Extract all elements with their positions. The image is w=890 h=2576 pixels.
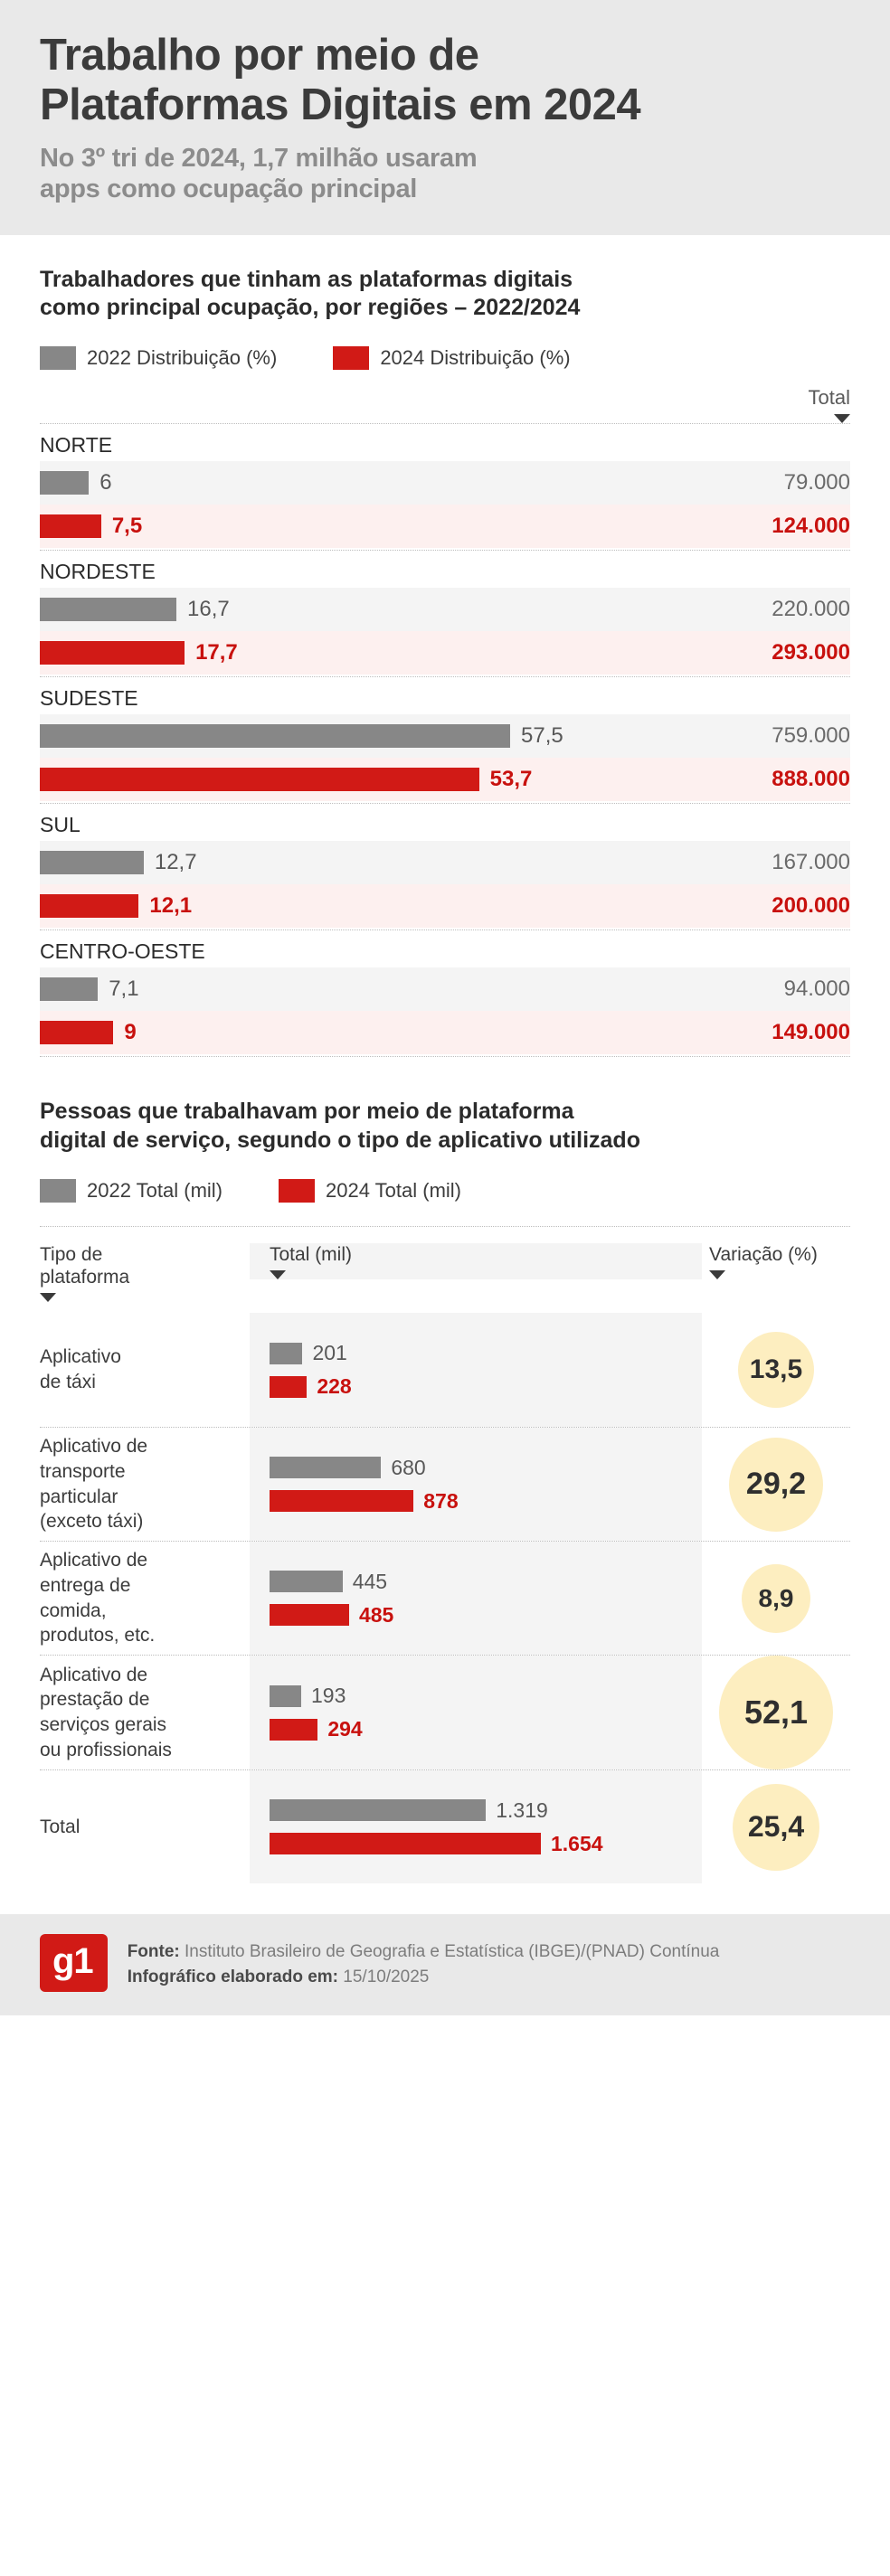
cell-totals-bars	[250, 1656, 702, 1769]
table-header-type	[40, 1243, 250, 1302]
legend-item-2024	[333, 346, 570, 370]
cell-totals-bars	[250, 1770, 702, 1883]
chevron-down-icon	[270, 1270, 286, 1279]
apptypes-rows	[40, 1313, 850, 1883]
cell-totals-bars	[250, 1542, 702, 1655]
platform-type-line: prestação de	[40, 1689, 150, 1711]
bar-value-label: 9	[124, 1019, 137, 1044]
bar-value-label: 53,7	[489, 766, 533, 791]
bar-value-label: 6	[99, 469, 112, 495]
section-apptypes-title	[40, 1057, 850, 1156]
cell-platform-type	[40, 1428, 250, 1541]
mini-bar-row	[270, 1456, 702, 1480]
g1-logo: g1	[40, 1934, 108, 1992]
footer-credit-value: 15/10/2025	[343, 1967, 430, 1986]
mini-bar-row	[270, 1341, 702, 1365]
page-title-line2: Plataformas Digitais em 2024	[40, 80, 641, 129]
footer	[0, 1914, 890, 2015]
bar	[270, 1571, 343, 1592]
bar-value-label: 680	[391, 1455, 426, 1479]
bar	[40, 598, 176, 621]
apptypes-table	[40, 1226, 850, 1883]
platform-type-line: ou profissionais	[40, 1739, 172, 1760]
section-regions-title	[40, 235, 850, 323]
region-bar-row	[40, 841, 850, 884]
section-regions-title-line2: como principal ocupação, por regiões – 2022/2024	[40, 295, 581, 321]
platform-type-line: Total	[40, 1816, 80, 1837]
region-bar-row	[40, 505, 850, 548]
platform-type-line: particular	[40, 1486, 118, 1507]
footer-credit-line	[128, 1965, 720, 1990]
legend-regions	[40, 346, 850, 370]
region-block	[40, 551, 850, 677]
legend-swatch-red	[279, 1179, 315, 1203]
variation-bubble: 29,2	[729, 1438, 823, 1532]
regions-list	[40, 423, 850, 1057]
region-block	[40, 423, 850, 551]
bar-value-label: 12,7	[154, 849, 197, 874]
region-name: SUDESTE	[40, 685, 138, 710]
bar-value-label: 193	[311, 1684, 346, 1708]
bar-value-label: 7,1	[109, 976, 139, 1001]
bar-value-label: 445	[352, 1569, 388, 1593]
bar	[270, 1833, 541, 1854]
legend-label-2022-total: 2022 Total (mil)	[87, 1178, 222, 1202]
row-total-label: 94.000	[783, 976, 850, 1001]
bar-value-label: 1.654	[551, 1831, 603, 1855]
region-bar-row	[40, 631, 850, 675]
table-row	[40, 1655, 850, 1769]
mini-bar-row	[270, 1374, 702, 1399]
mini-bar-row	[270, 1717, 702, 1741]
mini-bar-row	[270, 1684, 702, 1708]
platform-type-line: comida,	[40, 1599, 107, 1621]
chevron-down-icon	[40, 1293, 56, 1302]
cell-totals-bars	[250, 1428, 702, 1541]
bar	[40, 768, 479, 791]
region-bar-row	[40, 1011, 850, 1054]
variation-bubble: 13,5	[738, 1332, 814, 1408]
region-bar-row	[40, 461, 850, 505]
bar	[270, 1490, 413, 1512]
region-bar-row	[40, 758, 850, 801]
bar-value-label: 57,5	[521, 722, 563, 748]
page-subtitle-line1: No 3º tri de 2024, 1,7 milhão usaram	[40, 143, 478, 173]
bar-value-label: 12,1	[149, 892, 193, 918]
bar	[270, 1685, 301, 1707]
table-header-type-line2: plataforma	[40, 1266, 130, 1288]
page-subtitle	[40, 143, 850, 204]
variation-bubble: 8,9	[742, 1564, 810, 1633]
bar	[270, 1604, 349, 1626]
cell-variation	[702, 1428, 850, 1541]
bar-value-label: 7,5	[111, 513, 143, 538]
variation-bubble: 25,4	[733, 1784, 819, 1871]
bar-value-label: 17,7	[195, 639, 238, 665]
legend-label-2022: 2022 Distribuição (%)	[87, 345, 278, 369]
cell-platform-type	[40, 1313, 250, 1427]
mini-bar-row	[270, 1798, 702, 1823]
mini-bar-row	[270, 1832, 702, 1856]
region-block	[40, 804, 850, 930]
cell-platform-type	[40, 1542, 250, 1655]
cell-variation	[702, 1542, 850, 1655]
platform-type-line: de táxi	[40, 1372, 96, 1393]
header	[0, 0, 890, 235]
region-name: SUL	[40, 812, 80, 836]
row-total-label: 167.000	[772, 849, 850, 874]
mini-bar-row	[270, 1570, 702, 1594]
legend-item-2022-total	[40, 1179, 222, 1203]
platform-type-line: serviços gerais	[40, 1714, 167, 1736]
mini-bar-row	[270, 1603, 702, 1628]
region-bar-row	[40, 588, 850, 631]
chevron-down-icon	[709, 1270, 725, 1279]
cell-totals-bars	[250, 1313, 702, 1427]
region-bar-row	[40, 967, 850, 1011]
bar	[270, 1457, 381, 1478]
cell-variation	[702, 1770, 850, 1883]
table-row	[40, 1427, 850, 1541]
bar-value-label: 1.319	[496, 1798, 548, 1822]
section-regions	[0, 235, 890, 1057]
section-apptypes	[0, 1057, 890, 1883]
total-column-header	[40, 386, 850, 423]
bar-value-label: 16,7	[187, 596, 230, 621]
bar	[270, 1376, 307, 1398]
platform-type-line: Aplicativo de	[40, 1550, 148, 1571]
region-name: NORDESTE	[40, 559, 156, 583]
legend-apptypes	[40, 1179, 850, 1203]
row-total-label: 200.000	[772, 892, 850, 918]
cell-platform-type	[40, 1656, 250, 1769]
mini-bar-row	[270, 1489, 702, 1514]
row-total-label: 79.000	[783, 469, 850, 495]
section-apptypes-title-line2: digital de serviço, segundo o tipo de aplicativo utilizado	[40, 1128, 640, 1154]
region-name: NORTE	[40, 432, 113, 457]
platform-type-line: transporte	[40, 1460, 126, 1482]
chevron-down-icon	[834, 414, 850, 423]
bar-value-label: 485	[358, 1602, 394, 1627]
page-subtitle-line2: apps como ocupação principal	[40, 174, 418, 203]
page-title-line1: Trabalho por meio de	[40, 31, 479, 80]
table-header-variation-label: Variação (%)	[709, 1243, 818, 1265]
region-block	[40, 677, 850, 804]
footer-source-value: Instituto Brasileiro de Geografia e Estatística (IBGE)/(PNAD) Contínua	[185, 1942, 720, 1962]
legend-label-2024-total: 2024 Total (mil)	[326, 1178, 461, 1202]
bar	[270, 1799, 486, 1821]
bar	[40, 641, 185, 665]
legend-label-2024: 2024 Distribuição (%)	[380, 345, 571, 369]
cell-variation	[702, 1656, 850, 1769]
variation-bubble: 52,1	[719, 1656, 833, 1769]
bar	[270, 1719, 317, 1741]
section-apptypes-title-line1: Pessoas que trabalhavam por meio de plataforma	[40, 1098, 574, 1124]
table-header-type-line1: Tipo de	[40, 1243, 103, 1265]
footer-source-label: Fonte:	[127, 1942, 180, 1962]
table-row	[40, 1313, 850, 1427]
row-total-label: 220.000	[772, 596, 850, 621]
table-row	[40, 1769, 850, 1883]
platform-type-line: (exceto táxi)	[40, 1511, 144, 1533]
bar	[40, 471, 89, 495]
bar	[40, 851, 144, 874]
platform-type-line: produtos, etc.	[40, 1625, 156, 1647]
total-column-header-label: Total	[808, 385, 850, 409]
table-header-variation	[702, 1243, 850, 1279]
region-block	[40, 930, 850, 1057]
bar-value-label: 878	[423, 1488, 459, 1513]
bar-value-label: 228	[317, 1374, 352, 1399]
bar	[40, 977, 98, 1001]
row-total-label: 759.000	[772, 722, 850, 748]
footer-source-line	[128, 1939, 720, 1965]
bar-value-label: 201	[312, 1341, 347, 1365]
table-header-total	[250, 1243, 702, 1279]
table-header-total-label: Total (mil)	[270, 1243, 353, 1265]
legend-item-2022	[40, 346, 277, 370]
section-regions-title-line1: Trabalhadores que tinham as plataformas digitais	[40, 267, 573, 293]
legend-item-2024-total	[279, 1179, 461, 1203]
bar	[40, 1021, 113, 1044]
region-bar-row	[40, 714, 850, 758]
region-bar-row	[40, 884, 850, 928]
platform-type-line: entrega de	[40, 1574, 131, 1596]
table-row	[40, 1541, 850, 1655]
legend-swatch-gray	[40, 1179, 76, 1203]
platform-type-line: Aplicativo	[40, 1346, 121, 1368]
footer-credit-label: Infográfico elaborado em:	[127, 1967, 338, 1986]
bar	[40, 724, 510, 748]
legend-swatch-gray	[40, 346, 76, 370]
cell-variation	[702, 1313, 850, 1427]
footer-text	[128, 1934, 720, 1989]
legend-swatch-red	[333, 346, 369, 370]
region-name: CENTRO-OESTE	[40, 939, 205, 963]
platform-type-line: Aplicativo de	[40, 1436, 148, 1458]
bar-value-label: 294	[327, 1717, 363, 1741]
table-header-row	[40, 1227, 850, 1313]
cell-platform-type	[40, 1770, 250, 1883]
row-total-label: 293.000	[772, 639, 850, 665]
bar	[40, 894, 138, 918]
row-total-label: 124.000	[772, 513, 850, 538]
page-title	[40, 31, 850, 130]
platform-type-line: Aplicativo de	[40, 1664, 148, 1685]
bar	[270, 1343, 302, 1364]
row-total-label: 888.000	[772, 766, 850, 791]
bar	[40, 514, 101, 538]
row-total-label: 149.000	[772, 1019, 850, 1044]
